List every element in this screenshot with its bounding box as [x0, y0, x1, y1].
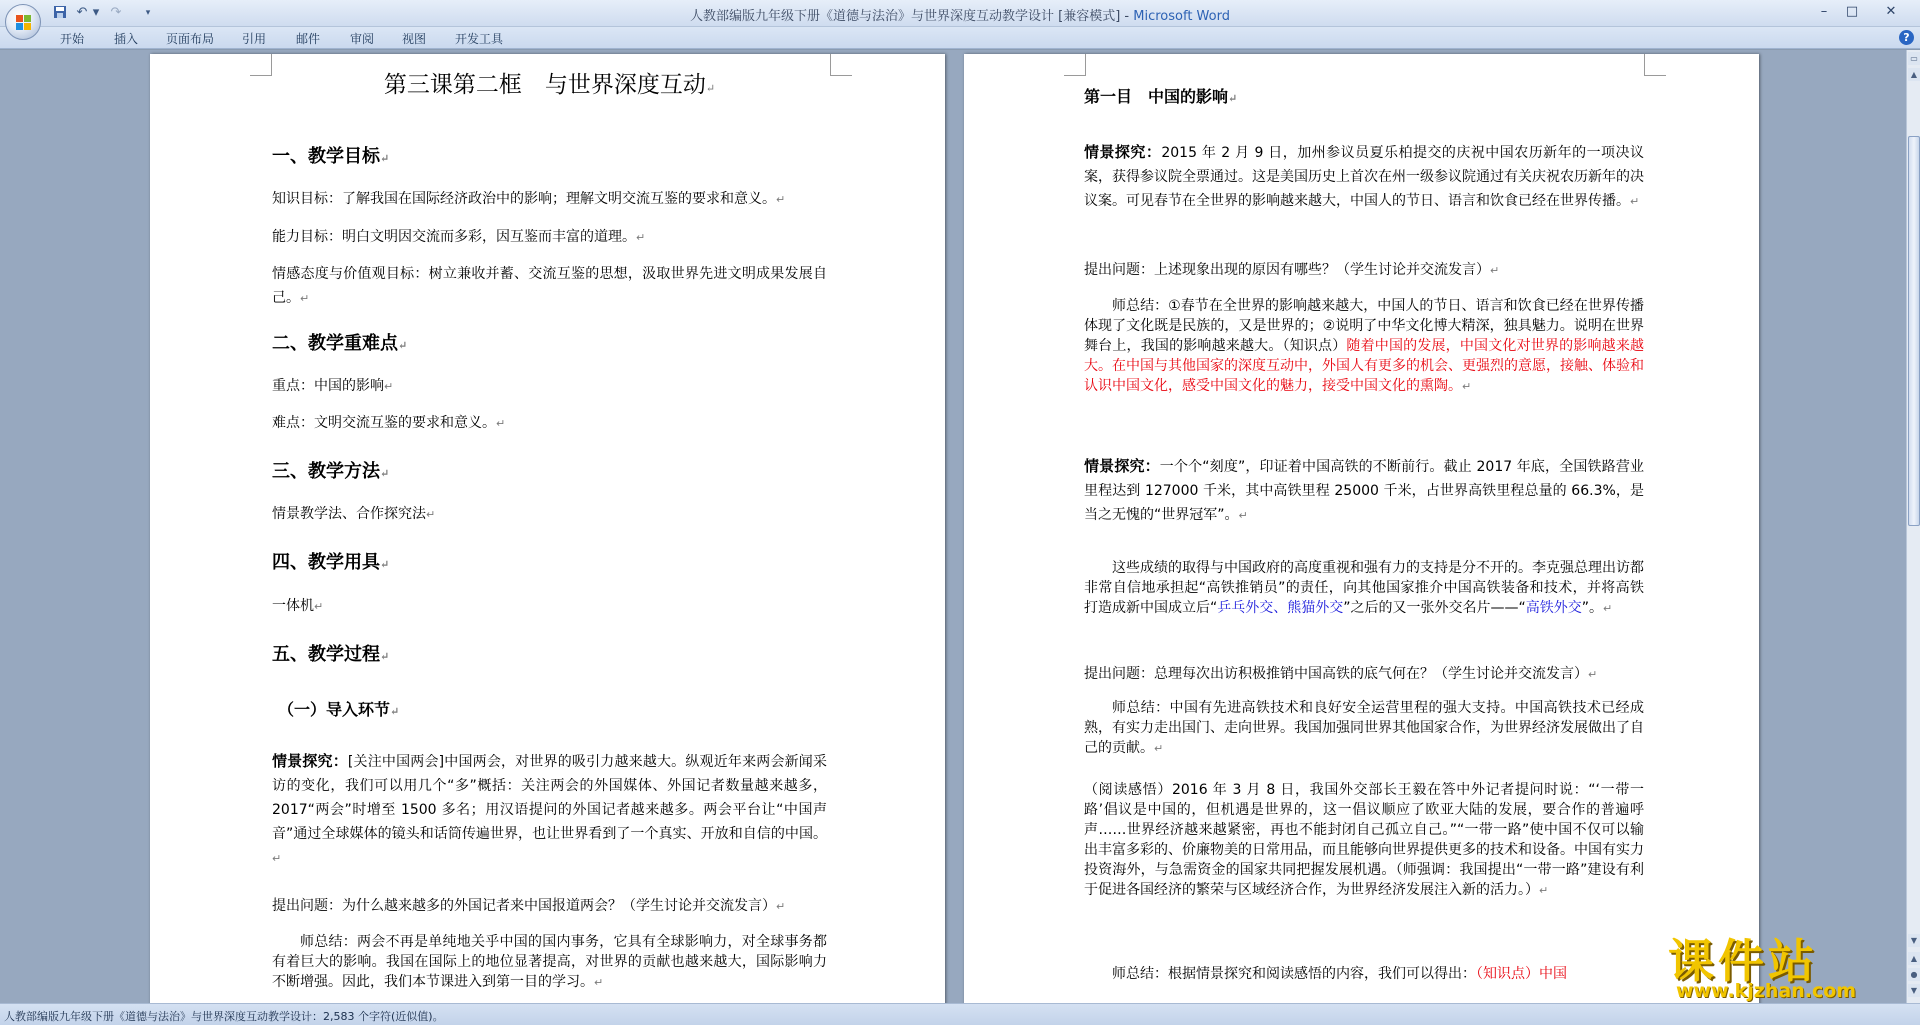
paragraph: 能力目标：明白文明因交流而多彩，因互鉴而丰富的道理。↵ [272, 229, 646, 245]
tab-page-layout[interactable]: 页面布局 [166, 32, 215, 46]
previous-page-icon[interactable]: ▲ [1908, 952, 1920, 965]
watermark-title: 课件站 [1668, 934, 1818, 988]
paragraph: 师总结：两会不再是单纯地关乎中国的国内事务，它具有全球影响力，对全球事务都有着巨大的影响。我国在国际上的地位显著提高，对世界的贡献也越来越大，国际影响力不断增强。因此，我们本节课进入到第一目的学习。↵ [272, 934, 827, 990]
tab-references[interactable]: 引用 [242, 32, 267, 46]
tab-insert[interactable]: 插入 [114, 32, 139, 46]
knowledge-point-text: （知识点）中国 [1476, 966, 1567, 982]
paragraph: 师总结：中国有先进高铁技术和良好安全运营里程的强大支持。中国高铁技术已经成熟，有实力走出国门、走向世界。我国加强同世界其他国家合作，为世界经济发展做出了自己的贡献。↵ [1084, 700, 1644, 756]
tab-developer[interactable]: 开发工具 [455, 32, 504, 46]
title-bar [0, 0, 1920, 27]
knowledge-point-text: 随着中国的发展，中国文化对世界的影响越来越大。在中国与其他国家的深度互动中，外国人有更多的机会、更强烈的意愿，接触、体验和认识中国文化，感受中国文化的魅力，接受中国文化的熏陶。 [1084, 338, 1645, 394]
vertical-scrollbar[interactable] [1906, 50, 1920, 1003]
ribbon-tabs [0, 27, 1920, 49]
lead-label: 情景探究： [272, 752, 348, 770]
ruler-toggle-icon[interactable]: ▭ [1908, 52, 1920, 65]
scroll-down-icon[interactable]: ▼ [1908, 934, 1920, 947]
paragraph: 重点：中国的影响↵ [272, 378, 394, 394]
status-bar [0, 1003, 1920, 1025]
highlight-text: 高铁外交 [1525, 600, 1582, 616]
watermark-logo [1668, 925, 1908, 1005]
crop-mark [1064, 54, 1086, 76]
paragraph: 情景探究：[关注中国两会]中国两会，对世界的吸引力越来越大。纵观近年来两会新闻采访的变化，我们可以用几个“多”概括：关注两会的外国媒体、外国记者数量越来越多，2017“两会”时增至 1500 多名；用汉语提问的外国记者越来越多。两会平台让“中国声音”通过全球媒体的镜头和话筒传遍世界，也让世界看到了一个真实、开放和自信的中国。↵ [272, 752, 827, 865]
undo-icon[interactable]: ↶ [76, 5, 88, 20]
undo-dropdown-icon[interactable]: ▾ [92, 5, 100, 20]
section-heading: 五、教学过程↵ [272, 644, 390, 665]
tab-review[interactable]: 审阅 [350, 32, 375, 46]
section-heading: 一、教学目标↵ [272, 146, 390, 167]
highlight-text: 乒乓外交、熊猫外交 [1217, 600, 1344, 616]
crop-mark [250, 54, 272, 76]
document-title-heading: 第三课第二框 与世界深度互动↵ [383, 72, 716, 98]
paragraph: 难点：文明交流互鉴的要求和意义。↵ [272, 415, 506, 431]
paragraph: 情景探究：2015 年 2 月 9 日，加州参议员夏乐柏提交的庆祝中国农历新年的一项决议案，获得参议院全票通过。这是美国历史上首次在州一级参议院通过有关庆祝农历新年的决议案。可见春节在全世界的影响越来越大，中国人的节日、语言和饮食已经在世界传播。↵ [1084, 143, 1644, 209]
office-logo-icon [15, 14, 32, 31]
paragraph: 情景教学法、合作探究法↵ [272, 506, 436, 522]
select-browse-object-icon[interactable]: ● [1908, 968, 1920, 981]
window-title [0, 5, 1920, 24]
paragraph: 师总结：①春节在全世界的影响越来越大，中国人的节日、语言和饮食已经在世界传播体现了文化既是民族的，又是世界的；②说明了中华文化博大精深，独具魅力。说明在世界舞台上，我国的影响越来越大。（知识点）随着中国的发展，中国文化对世界的影响越来越大。在中国与其他国家的深度互动中，外国人有更多的机会、更强烈的意愿，接触、体验和认识中国文化，感受中国文化的魅力，接受中国文化的熏陶。↵ [1084, 298, 1645, 394]
scroll-up-icon[interactable]: ▲ [1908, 68, 1920, 81]
redo-icon[interactable]: ↷ [110, 5, 122, 20]
document-title: 人教部编版九年级下册《道德与法治》与世界深度互动教学设计 [兼容模式] - [690, 9, 1134, 24]
tab-home[interactable]: 开始 [60, 32, 85, 46]
minimize-button[interactable]: – [1820, 4, 1828, 19]
paragraph: 提出问题：上述现象出现的原因有哪些？（学生讨论并交流发言）↵ [1084, 262, 1500, 278]
paragraph: （阅读感悟）2016 年 3 月 8 日，我国外交部长王毅在答中外记者提问时说：“‘一带一路’倡议是中国的，但机遇是世界的，这一倡议顺应了欧亚大陆的发展，要合作的普遍呼声……世界经济越来越紧密，再也不能封闭自己孤立自己。”“一带一路”使中国不仅可以输出丰富多彩的、价廉物美的日常用品，而且能够向世界提供更多的技术和设备。中国有实力投资海外，与急需资金的国家共同把握发展机遇。（师强调：我国提出“一带一路”建设有利于促进各国经济的繁荣与区域经济合作，为世界经济发展注入新的活力。）↵ [1084, 782, 1644, 898]
close-button[interactable]: ✕ [1885, 4, 1897, 19]
paragraph: 提出问题：总理每次出访积极推销中国高铁的底气何在？（学生讨论并交流发言）↵ [1084, 666, 1598, 682]
status-text: 人教部编版九年级下册《道德与法治》与世界深度互动教学设计：2,583 个字符(近似值)。 [4, 1010, 444, 1023]
document-page-left[interactable] [150, 54, 945, 1003]
document-area[interactable] [0, 50, 1906, 1003]
paragraph: 提出问题：为什么越来越多的外国记者来中国报道两会？（学生讨论并交流发言）↵ [272, 898, 786, 914]
office-button[interactable] [5, 4, 41, 40]
section-heading: 二、教学重难点↵ [272, 333, 408, 354]
paragraph: 一体机↵ [272, 598, 324, 614]
paragraph: 情景探究：一个个“刻度”，印证着中国高铁的不断前行。截止 2017 年底，全国铁路营业里程达到 127000 千米，其中高铁里程 25000 千米，占世界高铁里程总量的 66.3%，是当之无愧的“世界冠军”。↵ [1084, 457, 1644, 523]
section-heading: 四、教学用具↵ [272, 552, 390, 573]
scrollbar-thumb[interactable] [1908, 136, 1920, 526]
section-heading: 第一目 中国的影响↵ [1084, 87, 1238, 106]
subsection-heading: （一）导入环节↵ [278, 700, 400, 719]
section-heading: 三、教学方法↵ [272, 461, 390, 482]
paragraph: 情感态度与价值观目标：树立兼收并蓄、交流互鉴的思想，汲取世界先进文明成果发展自己。↵ [272, 266, 827, 306]
app-name: Microsoft Word [1133, 9, 1230, 24]
paragraph: 师总结：根据情景探究和阅读感悟的内容，我们可以得出：（知识点）中国 [1112, 966, 1567, 982]
maximize-button[interactable]: □ [1845, 4, 1859, 19]
next-page-icon[interactable]: ▼ [1908, 984, 1920, 997]
lead-label: 情景探究： [1084, 457, 1160, 475]
watermark-url: www.kjzhan.com [1676, 980, 1857, 1002]
document-page-right[interactable] [964, 54, 1759, 1003]
paragraph: 知识目标：了解我国在国际经济政治中的影响；理解文明交流互鉴的要求和意义。↵ [272, 191, 786, 207]
paragraph: 这些成绩的取得与中国政府的高度重视和强有力的支持是分不开的。李克强总理出访都非常自信地承担起“高铁推销员”的责任，向其他国家推介中国高铁装备和技术，并将高铁打造成新中国成立后“乒乓外交、熊猫外交”之后的又一张外交名片——“高铁外交”。↵ [1084, 560, 1644, 616]
crop-mark [830, 54, 852, 76]
crop-mark [1644, 54, 1666, 76]
help-icon[interactable]: ? [1899, 30, 1914, 45]
tab-mailings[interactable]: 邮件 [296, 32, 321, 46]
tab-view[interactable]: 视图 [402, 32, 427, 46]
lead-label: 情景探究： [1084, 143, 1162, 161]
customize-qat-icon[interactable]: ▾ [145, 8, 151, 18]
